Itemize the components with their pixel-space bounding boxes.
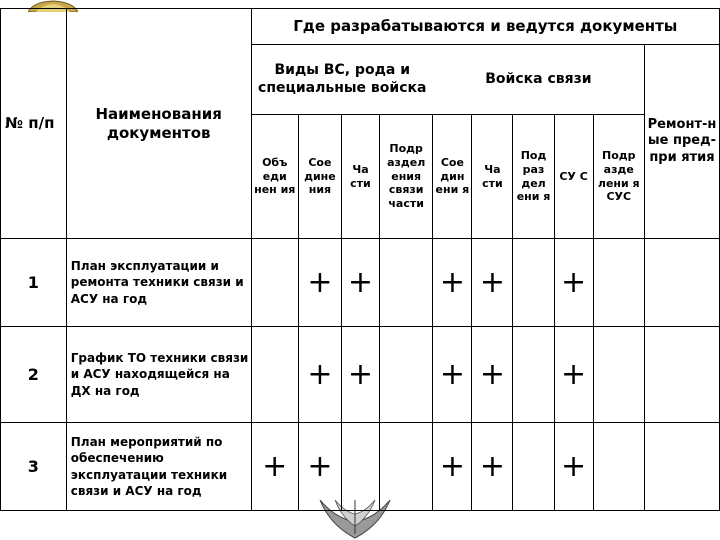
row-number: 1 [1,239,67,327]
table-row [1,239,720,327]
header-where-developed: Где разрабатываются и ведутся документы [251,9,719,45]
plus-mark: + [433,239,472,327]
header-sub-signal-units: Ча сти [472,115,513,239]
header-document-name: Наименования документов [66,9,251,239]
row-document-name: План мероприятий по обеспечению эксплуатации техники связи и АСУ на год [66,423,251,511]
header-num: № п/п [1,9,67,239]
plus-mark: + [472,239,513,327]
plus-mark [593,239,644,327]
plus-mark: + [341,239,379,327]
row-number: 3 [1,423,67,511]
plus-mark [379,239,432,327]
plus-mark [341,423,379,511]
header-group-armed-forces: Виды ВС, рода и специальные войска [251,45,433,115]
header-sub-signal-formations: Сое дин ени я [433,115,472,239]
plus-mark: + [433,327,472,423]
header-sub-formations: Сое дине ния [298,115,341,239]
plus-mark: + [554,239,593,327]
plus-mark: + [554,423,593,511]
plus-mark [644,423,719,511]
plus-mark: + [298,423,341,511]
plus-mark: + [472,327,513,423]
plus-mark [644,239,719,327]
header-sub-sus-subunits: Подр азде лени я СУС [593,115,644,239]
plus-mark [513,239,554,327]
plus-mark: + [251,423,298,511]
header-sub-signal-subdivisions: Под раз дел ени я [513,115,554,239]
plus-mark: + [472,423,513,511]
plus-mark [379,327,432,423]
documents-table [0,8,720,511]
plus-mark: + [298,239,341,327]
header-sub-units: Ча сти [341,115,379,239]
plus-mark: + [298,327,341,423]
plus-mark [593,327,644,423]
table-row [1,423,720,511]
plus-mark [513,423,554,511]
row-number: 2 [1,327,67,423]
plus-mark [251,239,298,327]
header-sub-associations: Объ еди нен ия [251,115,298,239]
row-document-name: График ТО техники связи и АСУ находящейся на ДХ на год [66,327,251,423]
plus-mark [644,327,719,423]
plus-mark: + [554,327,593,423]
plus-mark: + [433,423,472,511]
header-repair-enterprises: Ремонт-н ые пред-при ятия [644,45,719,239]
row-document-name: План эксплуатации и ремонта техники связи и АСУ на год [66,239,251,327]
header-sub-signal-subunits: Подр аздел ения связи части [379,115,432,239]
header-group-signal-troops: Войска связи [433,45,645,115]
plus-mark: + [341,327,379,423]
plus-mark [513,327,554,423]
plus-mark [593,423,644,511]
header-sub-sus: СУ С [554,115,593,239]
plus-mark [379,423,432,511]
table-row [1,327,720,423]
plus-mark [251,327,298,423]
